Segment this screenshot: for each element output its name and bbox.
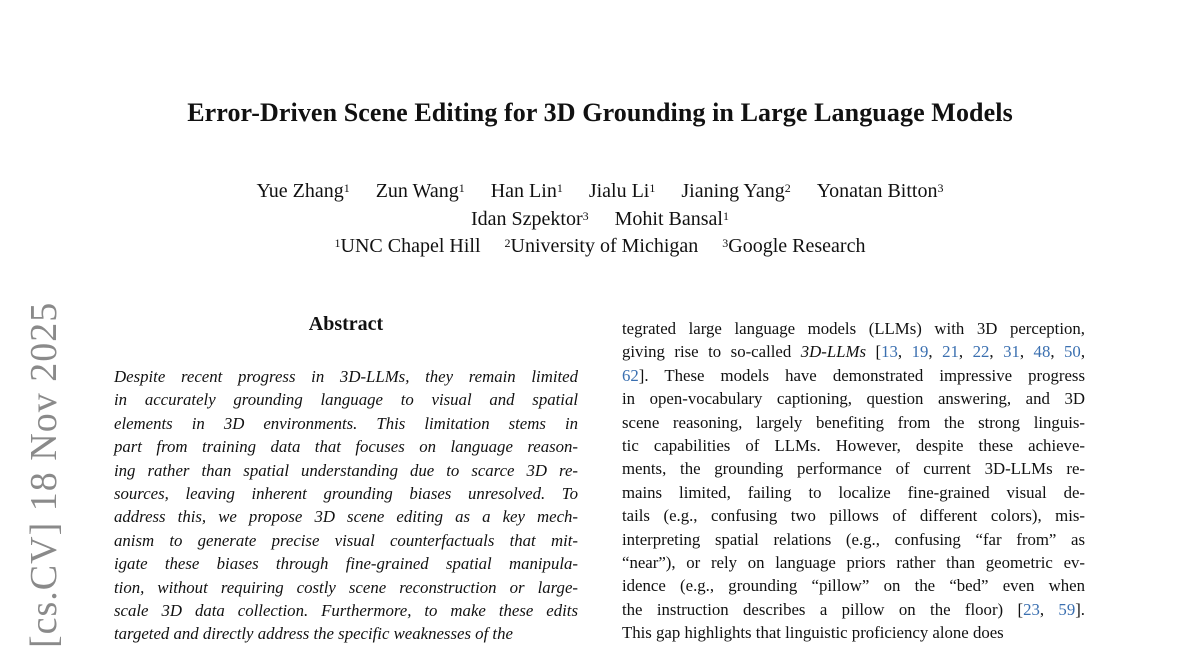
author-name: [615, 206, 729, 232]
citation-link[interactable]: 50: [1064, 342, 1081, 362]
body-text: This gap highlights that linguistic proficiency alone does: [622, 623, 1004, 643]
body-text: ,: [1080, 342, 1086, 362]
abstract-heading: Abstract: [308, 313, 384, 335]
affiliation: [335, 233, 481, 259]
body-line: [622, 574, 1085, 597]
author-name: [376, 178, 465, 204]
body-text: ,: [1050, 342, 1065, 362]
author-affiliation-mark: 1: [458, 181, 465, 195]
citation-link[interactable]: 48: [1033, 342, 1051, 362]
author-affiliation-mark: 3: [937, 181, 944, 195]
author-name-text: Idan Szpektor: [471, 208, 583, 230]
body-line: [622, 481, 1085, 504]
body-text: tails (e.g., confusing two pillows of different colors), mis-: [622, 506, 1085, 526]
body-line: [622, 504, 1085, 527]
author-name: [589, 178, 656, 204]
abstract-body: [114, 365, 578, 646]
affiliation-list: [0, 233, 1200, 259]
citation-link[interactable]: 21: [942, 342, 959, 362]
citation-link[interactable]: 22: [972, 342, 990, 362]
abstract-line: ing rather than spatial understanding due to scarce 3D re-: [114, 460, 578, 480]
affiliation-name: Google Research: [728, 235, 866, 257]
citation-link[interactable]: 23: [1023, 599, 1040, 619]
citation-link[interactable]: 62: [622, 365, 639, 385]
citation-link[interactable]: 31: [1003, 342, 1020, 362]
body-line: [622, 457, 1085, 480]
body-text: [: [866, 342, 882, 362]
affiliation-mark: 3: [722, 236, 729, 250]
introduction-body: [622, 317, 1085, 645]
emphasized-text: 3D-LLMs: [800, 342, 867, 362]
body-text: ,: [1039, 599, 1059, 619]
body-line: [622, 387, 1085, 410]
abstract-line: tion, without requiring costly scene reconstruction or large-: [114, 577, 578, 597]
body-line: [622, 621, 1085, 644]
author-affiliation-mark: 1: [649, 181, 656, 195]
body-text: “near”), or rely on language priors rather than geometric ev-: [622, 553, 1085, 573]
author-name-text: Zun Wang: [375, 180, 459, 202]
author-name: [471, 206, 589, 232]
body-line: [622, 340, 1085, 363]
author-name: [257, 178, 350, 204]
abstract-line: anism to generate precise visual counterfactuals that mit-: [114, 530, 578, 550]
body-text: ].: [1075, 599, 1085, 619]
body-text: ]. These models have demonstrated impressive progress: [638, 365, 1085, 385]
affiliation-name: University of Michigan: [510, 235, 699, 257]
abstract-line: in accurately grounding language to visual and spatial: [114, 390, 578, 410]
affiliation-name: UNC Chapel Hill: [340, 235, 481, 257]
abstract-line: sources, leaving inherent grounding biases unresolved. To: [114, 484, 578, 504]
body-line: [622, 364, 1085, 387]
body-text: in open-vocabulary captioning, question answering, and 3D: [622, 389, 1085, 409]
author-name-text: Mohit Bansal: [614, 208, 723, 230]
abstract-line: scale 3D data collection. Furthermore, to make these edits: [114, 601, 578, 621]
author-affiliation-mark: 1: [722, 209, 729, 223]
author-affiliation-mark: 3: [582, 209, 589, 223]
author-name-text: Han Lin: [490, 180, 557, 202]
author-name-text: Jianing Yang: [681, 180, 785, 202]
body-line: [622, 528, 1085, 551]
author-name: [491, 178, 563, 204]
body-text: interpreting spatial relations (e.g., confusing “far from” as: [622, 529, 1085, 549]
citation-link[interactable]: 19: [911, 342, 929, 362]
body-text: tegrated large language models (LLMs) with 3D perception,: [622, 319, 1085, 338]
body-line: [622, 317, 1085, 340]
affiliation-mark: 1: [334, 236, 341, 250]
author-name: [681, 178, 790, 204]
abstract-line: address this, we propose 3D scene editing as a key mech-: [114, 507, 578, 527]
body-text: mains limited, failing to localize fine-grained visual de-: [622, 482, 1085, 502]
arxiv-stamp: [cs.CV] 18 Nov 2025: [23, 301, 65, 648]
body-text: ,: [958, 342, 973, 362]
author-name-text: Yonatan Bitton: [816, 180, 938, 202]
citation-link[interactable]: 13: [881, 342, 898, 362]
body-text: ,: [989, 342, 1004, 362]
body-text: idence (e.g., grounding “pillow” on the “bed” even when: [622, 576, 1085, 596]
body-line: [622, 598, 1085, 621]
author-affiliation-mark: 2: [784, 181, 791, 195]
abstract-line: targeted and directly address the specific weaknesses of the: [114, 624, 513, 644]
body-text: scene reasoning, largely benefiting from the strong linguis-: [622, 412, 1085, 432]
body-line: [622, 551, 1085, 574]
abstract-line: Despite recent progress in 3D-LLMs, they remain limited: [114, 367, 578, 386]
body-text: giving rise to so-called: [622, 342, 801, 362]
abstract-line: igate these biases through fine-grained spatial manipula-: [114, 554, 578, 574]
abstract-line: elements in 3D environments. This limitation stems in: [114, 413, 578, 433]
abstract-line: part from training data that focuses on language reason-: [114, 437, 578, 457]
body-text: ,: [897, 342, 912, 362]
affiliation: [722, 233, 865, 259]
body-line: [622, 434, 1085, 457]
author-name: [817, 178, 944, 204]
author-name-text: Jialu Li: [588, 180, 650, 202]
paper-title: Error-Driven Scene Editing for 3D Grounding in Large Language Models: [187, 98, 1013, 127]
body-text: the instruction describes a pillow on the floor) [: [622, 599, 1024, 619]
body-text: ,: [1019, 342, 1034, 362]
author-list-row-2: [0, 206, 1200, 232]
author-name-text: Yue Zhang: [256, 180, 344, 202]
body-text: tic capabilities of LLMs. However, despite these achieve-: [622, 436, 1085, 456]
body-text: ,: [928, 342, 943, 362]
author-affiliation-mark: 1: [556, 181, 563, 195]
citation-link[interactable]: 59: [1058, 599, 1076, 619]
body-text: ments, the grounding performance of current 3D-LLMs re-: [622, 459, 1085, 479]
affiliation: [505, 233, 699, 259]
affiliation-mark: 2: [504, 236, 511, 250]
author-list-row-1: [0, 178, 1200, 204]
body-line: [622, 411, 1085, 434]
author-affiliation-mark: 1: [343, 181, 350, 195]
